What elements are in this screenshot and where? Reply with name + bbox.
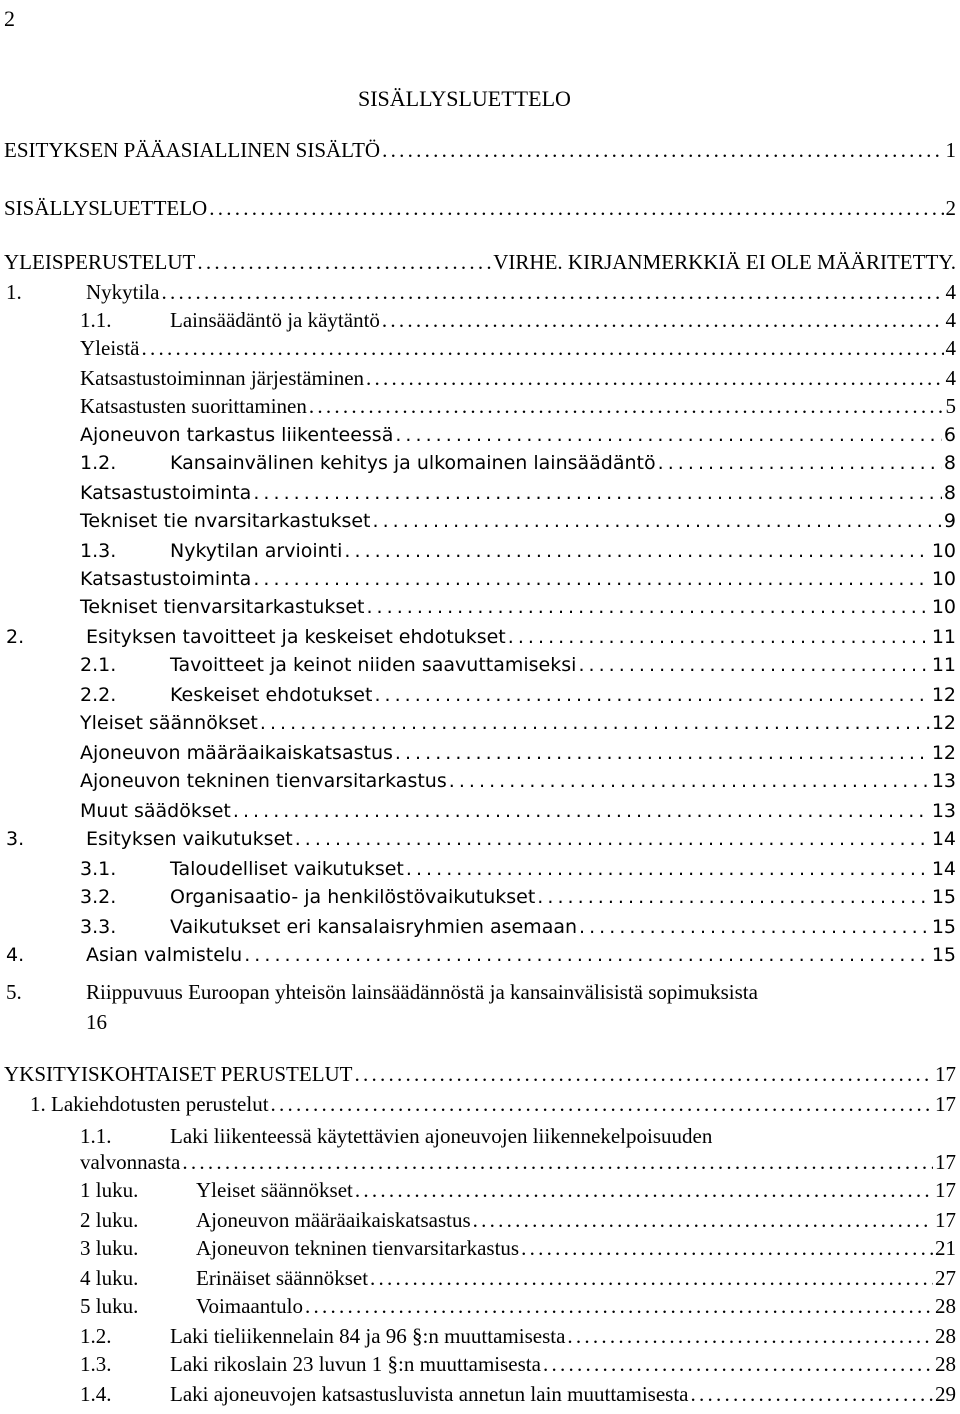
toc-entry-page: 17 xyxy=(935,1092,956,1116)
toc-entry-number: 2 luku. xyxy=(80,1208,139,1232)
toc-entry-title: Ajoneuvon tekninen tienvarsitarkastus xyxy=(196,1236,520,1260)
toc-entry[interactable] xyxy=(0,828,956,856)
toc-entry-title: Erinäiset säännökset xyxy=(196,1266,369,1290)
toc-entry-page: 5 xyxy=(945,394,956,418)
toc-entry-page: 10 xyxy=(931,568,956,590)
dot-leader xyxy=(395,424,942,446)
toc-entry-page: 4 xyxy=(945,336,956,360)
toc-entry[interactable] xyxy=(0,1236,956,1264)
dot-leader xyxy=(366,596,929,618)
toc-entry[interactable] xyxy=(0,1150,956,1178)
dot-leader xyxy=(690,1382,933,1407)
toc-entry[interactable] xyxy=(0,336,956,364)
toc-entry-title: Ajoneuvon määräaikaiskatsastus xyxy=(80,742,393,764)
toc-entry-number: 1. xyxy=(6,280,22,304)
toc-entry[interactable] xyxy=(0,366,956,394)
toc-entry-number: 2.2. xyxy=(80,684,117,706)
dot-leader xyxy=(209,196,943,221)
toc-entry-page: 28 xyxy=(935,1294,956,1318)
toc-entry-title: 1. Lakiehdotusten perustelut xyxy=(30,1092,269,1116)
dot-leader xyxy=(344,540,929,562)
toc-entry-title: YLEISPERUSTELUT xyxy=(4,250,196,274)
toc-entry-number: 3. xyxy=(6,828,25,850)
toc-entry-5-num: 5. xyxy=(6,980,22,1004)
toc-entry[interactable] xyxy=(0,138,956,166)
toc-entry-page: 29 xyxy=(935,1382,956,1406)
dot-leader xyxy=(309,394,944,419)
toc-entry[interactable] xyxy=(0,540,956,568)
toc-entry-number: 3.1. xyxy=(80,858,117,880)
toc-entry-page: 8 xyxy=(943,482,956,504)
toc-entry-title: Yleistä xyxy=(80,336,140,360)
toc-entry-page: 12 xyxy=(931,742,956,764)
dot-leader xyxy=(355,1178,933,1203)
dot-leader xyxy=(366,366,943,391)
toc-entry-title: Laki tieliikennelain 84 ja 96 §:n muuttamisesta xyxy=(170,1324,566,1348)
dot-leader xyxy=(253,568,929,590)
toc-entry-title: Yleiset säännökset xyxy=(196,1178,353,1202)
toc-entry-page: 9 xyxy=(943,510,956,532)
toc-entry-number: 1.4. xyxy=(80,1382,112,1406)
toc-entry-page: 28 xyxy=(935,1352,956,1376)
toc-entry-number: 5 luku. xyxy=(80,1294,139,1318)
toc-entry-title: Ajoneuvon määräaikaiskatsastus xyxy=(196,1208,471,1232)
dot-leader xyxy=(305,1294,933,1319)
toc-entry-number: 1.3. xyxy=(80,540,117,562)
toc-entry-page: 17 xyxy=(935,1062,956,1086)
toc-entry[interactable] xyxy=(0,1294,956,1322)
toc-entry[interactable] xyxy=(0,654,956,682)
toc-entry-page: 6 xyxy=(943,424,956,446)
dot-leader xyxy=(449,770,930,792)
dot-leader xyxy=(473,1208,933,1233)
toc-entry-title: Katsastustoiminta xyxy=(80,568,252,590)
toc-entry-title: Nykytilan arviointi xyxy=(170,540,343,562)
toc-entry-page: 14 xyxy=(931,828,956,850)
toc-entry-title: SISÄLLYSLUETTELO xyxy=(4,196,208,220)
toc-entry-number: 4 luku. xyxy=(80,1266,139,1290)
toc-entry-number: 1.2. xyxy=(80,1324,112,1348)
toc-entry-title: YKSITYISKOHTAISET PERUSTELUT xyxy=(4,1062,353,1086)
toc-entry-page: 27 xyxy=(935,1266,956,1290)
toc-entry-page: VIRHE. KIRJANMERKKIÄ EI OLE MÄÄRITETTY. xyxy=(493,250,956,274)
toc-entry-title: Tekniset tie nvarsitarkastukset xyxy=(80,510,371,532)
toc-entry-number: 4. xyxy=(6,944,25,966)
toc-entry-number: 2.1. xyxy=(80,654,117,676)
toc-entry-title: Ajoneuvon tarkastus liikenteessä xyxy=(80,424,394,446)
toc-entry-page: 13 xyxy=(931,770,956,792)
toc-entry-title: Katsastustoiminnan järjestäminen xyxy=(80,366,365,390)
toc-entry[interactable] xyxy=(0,424,956,452)
dot-leader xyxy=(406,858,930,880)
toc-entry-title: Asian valmistelu xyxy=(86,944,243,966)
toc-entry-page: 21 xyxy=(935,1236,956,1260)
dot-leader xyxy=(374,684,929,706)
toc-entry-page: 4 xyxy=(945,366,956,390)
toc-entry[interactable] xyxy=(0,1324,956,1352)
toc-entry-5-page: 16 xyxy=(86,1010,107,1034)
dot-leader xyxy=(373,510,942,532)
toc-entry-title: Kansainvälinen kehitys ja ulkomainen lainsäädäntö xyxy=(170,452,656,474)
dot-leader xyxy=(197,250,491,275)
toc-entry[interactable] xyxy=(0,626,956,654)
toc-entry-title: Keskeiset ehdotukset xyxy=(170,684,373,706)
dot-leader xyxy=(658,452,942,474)
dot-leader xyxy=(355,1062,933,1087)
toc-entry[interactable] xyxy=(0,1266,956,1294)
toc-entry-title: Vaikutukset eri kansalaisryhmien asemaan xyxy=(170,916,578,938)
toc-entry-page: 12 xyxy=(931,712,956,734)
dot-leader xyxy=(395,742,930,764)
toc-entry-title: Nykytila xyxy=(86,280,160,304)
toc-entry-title: Organisaatio- ja henkilöstövaikutukset xyxy=(170,886,536,908)
toc-entry-page: 17 xyxy=(935,1150,956,1174)
dot-leader xyxy=(260,712,930,734)
toc-entry-title: Katsastustoiminta xyxy=(80,482,252,504)
toc-entry-title: Tekniset tienvarsitarkastukset xyxy=(80,596,365,618)
toc-entry-page: 11 xyxy=(931,626,956,648)
toc-entry-page: 15 xyxy=(931,916,956,938)
toc-entry[interactable] xyxy=(0,1382,956,1410)
toc-entry-page: 17 xyxy=(935,1208,956,1232)
toc-entry-page: 10 xyxy=(931,540,956,562)
toc-entry-number: 1.1. xyxy=(80,308,112,332)
toc-entry[interactable] xyxy=(0,684,956,712)
toc-entry[interactable] xyxy=(0,944,956,972)
toc-entry-title: Voimaantulo xyxy=(196,1294,303,1318)
dot-leader xyxy=(579,916,930,938)
toc-entry-title: Laki rikoslain 23 luvun 1 §:n muuttamisesta xyxy=(170,1352,541,1376)
toc-entry-page: 14 xyxy=(931,858,956,880)
toc-entry[interactable] xyxy=(0,394,956,422)
dot-leader xyxy=(271,1092,933,1117)
dot-leader xyxy=(233,800,930,822)
toc-entry[interactable] xyxy=(0,858,956,886)
toc-entry[interactable] xyxy=(0,1062,956,1090)
toc-entry-page: 28 xyxy=(935,1324,956,1348)
toc-entry-title: Yleiset säännökset xyxy=(80,712,258,734)
toc-entry-number: 1.3. xyxy=(80,1352,112,1376)
dot-leader xyxy=(382,138,943,163)
dot-leader xyxy=(244,944,930,966)
toc-entry-page: 8 xyxy=(943,452,956,474)
toc-entry-title: Lainsäädäntö ja käytäntö xyxy=(170,308,380,332)
dot-leader xyxy=(382,308,944,333)
toc-entry-title: valvonnasta xyxy=(80,1150,181,1174)
dot-leader xyxy=(182,1150,933,1175)
toc-entry[interactable] xyxy=(0,482,956,510)
dot-leader xyxy=(295,828,930,850)
dot-leader xyxy=(543,1352,933,1377)
toc-entry-title: ESITYKSEN PÄÄASIALLINEN SISÄLTÖ xyxy=(4,138,381,162)
toc-entry-title: Esityksen vaikutukset xyxy=(86,828,293,850)
toc-entry-number: 1.2. xyxy=(80,452,117,474)
toc-entry-5-title: Riippuvuus Euroopan yhteisön lainsäädännöstä ja kansainvälisistä sopimuksista xyxy=(86,980,758,1004)
toc-entry-number: 2. xyxy=(6,626,25,648)
toc-entry[interactable] xyxy=(0,280,956,308)
toc-entry[interactable] xyxy=(0,916,956,944)
toc-entry-page: 11 xyxy=(931,654,956,676)
toc-entry-page: 13 xyxy=(931,800,956,822)
toc-entry-title: Taloudelliset vaikutukset xyxy=(170,858,404,880)
toc-entry-law-num: 1.1. xyxy=(80,1124,112,1148)
toc-entry-page: 4 xyxy=(945,280,956,304)
toc-title: SISÄLLYSLUETTELO xyxy=(358,86,571,111)
dot-leader xyxy=(508,626,930,648)
toc-entry[interactable] xyxy=(0,1178,956,1206)
toc-entry-page: 1 xyxy=(945,138,956,162)
dot-leader xyxy=(578,654,929,676)
toc-entry[interactable] xyxy=(0,196,956,224)
toc-entry[interactable] xyxy=(0,1092,956,1120)
toc-entry-title: Tavoitteet ja keinot niiden saavuttamiseksi xyxy=(170,654,577,676)
toc-entry[interactable] xyxy=(0,250,956,278)
page-number: 2 xyxy=(4,6,15,31)
toc-entry-number: 3.3. xyxy=(80,916,117,938)
dot-leader xyxy=(370,1266,933,1291)
toc-entry-page: 10 xyxy=(931,596,956,618)
toc-entry-title: Ajoneuvon tekninen tienvarsitarkastus xyxy=(80,770,447,792)
toc-entry[interactable] xyxy=(0,1352,956,1380)
dot-leader xyxy=(521,1236,933,1261)
toc-entry[interactable] xyxy=(0,1208,956,1236)
toc-entry[interactable] xyxy=(0,452,956,480)
toc-entry-page: 2 xyxy=(945,196,956,220)
toc-entry[interactable] xyxy=(0,568,956,596)
toc-entry[interactable] xyxy=(0,742,956,770)
dot-leader xyxy=(253,482,942,504)
toc-entry-page: 12 xyxy=(931,684,956,706)
toc-entry-title: Esityksen tavoitteet ja keskeiset ehdotukset xyxy=(86,626,506,648)
toc-entry-law-title: Laki liikenteessä käytettävien ajoneuvojen liikennekelpoisuuden xyxy=(170,1124,713,1148)
toc-entry[interactable] xyxy=(0,800,956,828)
toc-entry-number: 3 luku. xyxy=(80,1236,139,1260)
toc-entry[interactable] xyxy=(0,886,956,914)
dot-leader xyxy=(537,886,930,908)
toc-entry-title: Muut säädökset xyxy=(80,800,231,822)
toc-entry-number: 1 luku. xyxy=(80,1178,139,1202)
toc-entry-page: 17 xyxy=(935,1178,956,1202)
toc-entry[interactable] xyxy=(0,596,956,624)
dot-leader xyxy=(162,280,944,305)
toc-entry-title: Katsastusten suorittaminen xyxy=(80,394,307,418)
toc-entry[interactable] xyxy=(0,510,956,538)
toc-entry[interactable] xyxy=(0,712,956,740)
toc-entry-page: 15 xyxy=(931,944,956,966)
toc-entry-page: 4 xyxy=(945,308,956,332)
dot-leader xyxy=(567,1324,933,1349)
toc-entry[interactable] xyxy=(0,308,956,336)
toc-entry-number: 3.2. xyxy=(80,886,117,908)
toc-entry[interactable] xyxy=(0,770,956,798)
toc-entry-title: Laki ajoneuvojen katsastusluvista annetun lain muuttamisesta xyxy=(170,1382,689,1406)
toc-entry-page: 15 xyxy=(931,886,956,908)
dot-leader xyxy=(141,336,943,361)
